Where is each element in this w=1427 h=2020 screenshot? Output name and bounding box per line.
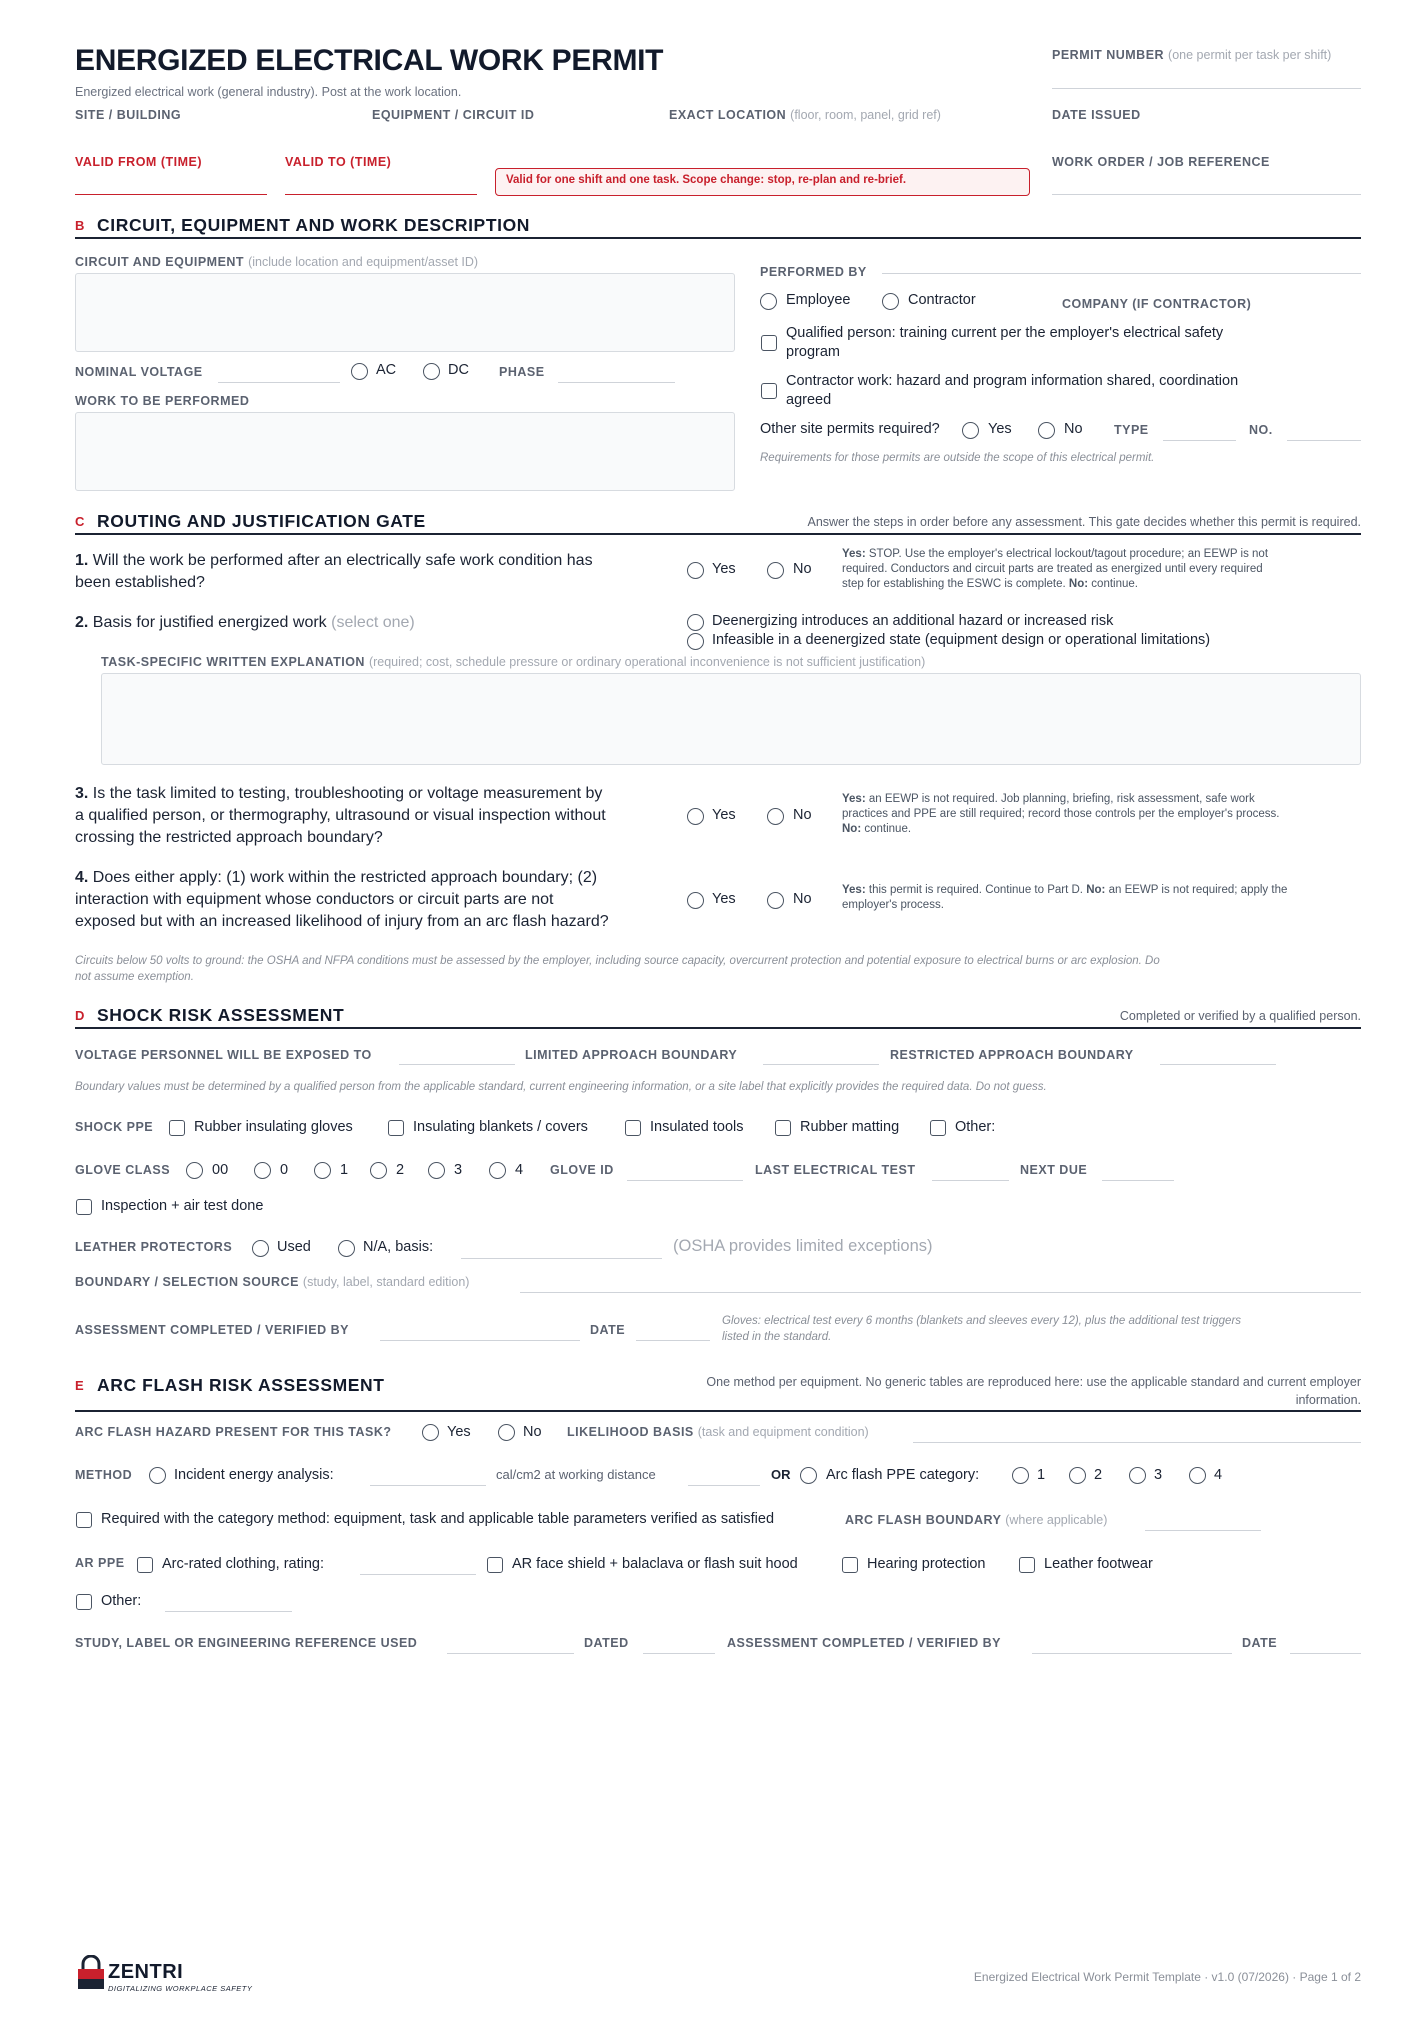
last-test-field[interactable] xyxy=(932,1180,1009,1181)
ppe-blankets-label: Insulating blankets / covers xyxy=(413,1119,588,1135)
glove-id-label: GLOVE ID xyxy=(550,1163,614,1177)
contractor-radio[interactable] xyxy=(882,293,899,310)
glove-id-field[interactable] xyxy=(627,1180,743,1181)
ppe-tools-label: Insulated tools xyxy=(650,1119,744,1135)
glove-class-0-radio[interactable] xyxy=(254,1162,271,1179)
q1-guidance: Yes: STOP. Use the employer's electrical lockout/tagout procedure; an EEWP is not required. Conductors and circuit parts are treated as energized until every required step for establishing the ESWC is complete. No: continue. xyxy=(842,548,1269,590)
ppe-tools-checkbox[interactable] xyxy=(625,1120,641,1136)
permit-number-field[interactable] xyxy=(1052,88,1361,89)
q1-yes-label: Yes xyxy=(712,561,736,577)
location-label: EXACT LOCATION (floor, room, panel, grid ref) xyxy=(669,108,941,122)
section-title: SHOCK RISK ASSESSMENT xyxy=(97,1005,345,1025)
limited-boundary-field[interactable] xyxy=(763,1064,879,1065)
question-4: 4. Does either apply: (1) work within the restricted approach boundary; (2) interaction with equipment whose conductors or circuit parts are not exposed but with an increased likelihood of injury from an arc flash hazard? xyxy=(75,869,609,930)
q3-guidance: Yes: an EEWP is not required. Job planning, briefing, risk assessment, safe work practices and PPE are still required; record those controls per the employer's process. No: continue. xyxy=(842,793,1280,835)
validity-warning: Valid for one shift and one task. Scope change: stop, re-plan and re-brief. xyxy=(495,168,1030,196)
section-title: CIRCUIT, EQUIPMENT AND WORK DESCRIPTION xyxy=(97,215,531,235)
hearing-protection-checkbox[interactable] xyxy=(842,1557,858,1573)
d-verified-field[interactable] xyxy=(380,1340,580,1341)
q3-yes-radio[interactable] xyxy=(687,808,704,825)
category-method-radio[interactable] xyxy=(800,1467,817,1484)
other-permits-yes-label: Yes xyxy=(988,421,1012,437)
calcm-label: cal/cm2 at working distance xyxy=(496,1467,656,1482)
gloves-note: Gloves: electrical test every 6 months (blankets and sleeves every 12), plus the additional test triggers listed in the standard. xyxy=(722,1315,1242,1343)
circuit-input[interactable] xyxy=(75,273,735,352)
leather-used-label: Used xyxy=(277,1239,311,1255)
category-1-radio[interactable] xyxy=(1012,1467,1029,1484)
last-test-label: LAST ELECTRICAL TEST xyxy=(755,1163,916,1177)
site-label: SITE / BUILDING xyxy=(75,108,182,122)
q3-yes-label: Yes xyxy=(712,807,736,823)
glove-class-00-radio[interactable] xyxy=(186,1162,203,1179)
permit-no-label: NO. xyxy=(1249,423,1273,437)
leather-na-label: N/A, basis: xyxy=(363,1239,434,1255)
e-verified-label: ASSESSMENT COMPLETED / VERIFIED BY xyxy=(727,1636,1001,1650)
question-2: 2. Basis for justified energized work (select one) xyxy=(75,614,415,631)
question-3: 3. Is the task limited to testing, troubleshooting or voltage measurement by a qualified person, or thermography, ultrasound or visual inspection without crossing the restricted approach boundary? xyxy=(75,785,606,846)
category-4-radio[interactable] xyxy=(1189,1467,1206,1484)
leather-footwear-label: Leather footwear xyxy=(1044,1556,1153,1572)
or-label: OR xyxy=(771,1467,791,1482)
inspection-checkbox[interactable] xyxy=(76,1199,92,1215)
qualified-checkbox[interactable] xyxy=(761,335,777,351)
valid-from-label: VALID FROM (TIME) xyxy=(75,155,202,169)
boundary-note: Boundary values must be determined by a qualified person from the applicable standard, current engineering information, or a site label that explicitly provides the required data. Do not guess. xyxy=(75,1081,1047,1093)
type-label: TYPE xyxy=(1114,423,1149,437)
ar-face-shield-checkbox[interactable] xyxy=(487,1557,503,1573)
ppe-blankets-checkbox[interactable] xyxy=(388,1120,404,1136)
ar-other-label: Other: xyxy=(101,1593,142,1609)
inspection-label: Inspection + air test done xyxy=(101,1198,264,1214)
shock-ppe-label: SHOCK PPE xyxy=(75,1120,154,1134)
contractor-work-text: Contractor work: hazard and program information shared, coordination agreed xyxy=(786,373,1239,408)
q3-no-label: No xyxy=(793,807,812,823)
next-due-label: NEXT DUE xyxy=(1020,1163,1088,1177)
type-field[interactable] xyxy=(1163,440,1236,441)
ar-face-shield-label: AR face shield + balaclava or flash suit hood xyxy=(512,1556,798,1572)
ar-clothing-label: Arc-rated clothing, rating: xyxy=(162,1556,324,1572)
source-label: BOUNDARY / SELECTION SOURCE (study, label, standard edition) xyxy=(75,1275,470,1289)
section-title: ROUTING AND JUSTIFICATION GATE xyxy=(97,511,426,531)
section-d-header xyxy=(75,1005,1361,1029)
q4-guidance: Yes: this permit is required. Continue to Part D. No: an EEWP is not required; apply the employer's process. xyxy=(842,884,1288,911)
section-e-header xyxy=(75,1368,1361,1412)
contractor-label: Contractor xyxy=(908,292,976,308)
d-verified-label: ASSESSMENT COMPLETED / VERIFIED BY xyxy=(75,1323,349,1337)
arc-hazard-yes-label: Yes xyxy=(447,1424,471,1440)
performed-by-label: PERFORMED BY xyxy=(760,265,867,279)
leather-footwear-checkbox[interactable] xyxy=(1019,1557,1035,1573)
category-method-label: Arc flash PPE category: xyxy=(826,1467,980,1483)
page-info: Energized Electrical Work Permit Template · v1.0 (07/2026) · Page 1 of 2 xyxy=(973,1970,1361,1984)
page-title: ENERGIZED ELECTRICAL WORK PERMIT xyxy=(75,44,664,77)
section-letter: E xyxy=(75,1378,84,1393)
q1-no-radio[interactable] xyxy=(767,562,784,579)
category-3-radio[interactable] xyxy=(1129,1467,1146,1484)
incident-energy-label: Incident energy analysis: xyxy=(174,1467,334,1483)
other-permits-yes-radio[interactable] xyxy=(962,422,979,439)
ppe-other-checkbox[interactable] xyxy=(930,1120,946,1136)
q1-yes-radio[interactable] xyxy=(687,562,704,579)
glove-class-0-label: 0 xyxy=(280,1162,289,1178)
low-voltage-footnote: Circuits below 50 volts to ground: the OSHA and NFPA conditions must be assessed by the employer, including source capacity, overcurrent protection and potential exposure to electrical burns or arc explosion. Do not assume exemption. xyxy=(75,955,1160,983)
work-input[interactable] xyxy=(75,412,735,491)
work-order-label: WORK ORDER / JOB REFERENCE xyxy=(1052,155,1270,169)
incident-energy-radio[interactable] xyxy=(149,1467,166,1484)
other-permits-label: Other site permits required? xyxy=(760,421,940,437)
nominal-voltage-label: NOMINAL VOLTAGE xyxy=(75,365,203,379)
valid-from-field[interactable] xyxy=(75,194,267,195)
section-b-header xyxy=(75,215,1361,239)
ac-radio[interactable] xyxy=(351,363,368,380)
category-2-radio[interactable] xyxy=(1069,1467,1086,1484)
employee-radio[interactable] xyxy=(760,293,777,310)
brand-tagline: DIGITALIZING WORKPLACE SAFETY xyxy=(108,1984,253,1993)
work-label: WORK TO BE PERFORMED xyxy=(75,394,250,408)
contractor-work-checkbox[interactable] xyxy=(761,383,777,399)
e-date-field[interactable] xyxy=(1290,1653,1361,1654)
incident-energy-field[interactable] xyxy=(370,1485,486,1486)
employee-label: Employee xyxy=(786,292,851,308)
category-3-label: 3 xyxy=(1154,1467,1163,1483)
category-2-label: 2 xyxy=(1094,1467,1103,1483)
ar-clothing-checkbox[interactable] xyxy=(137,1557,153,1573)
ar-other-field[interactable] xyxy=(165,1611,292,1612)
arc-hazard-yes-radio[interactable] xyxy=(422,1424,439,1441)
next-due-field[interactable] xyxy=(1102,1180,1174,1181)
voltage-exposed-label: VOLTAGE PERSONNEL WILL BE EXPOSED TO xyxy=(75,1048,372,1062)
ac-label: AC xyxy=(376,362,397,378)
voltage-exposed-field[interactable] xyxy=(399,1064,515,1065)
phase-label: PHASE xyxy=(499,365,545,379)
q4-yes-label: Yes xyxy=(712,891,736,907)
ar-ppe-label: AR PPE xyxy=(75,1556,125,1570)
glove-class-2-radio[interactable] xyxy=(370,1162,387,1179)
section-title: ARC FLASH RISK ASSESSMENT xyxy=(97,1375,385,1395)
glove-class-4-radio[interactable] xyxy=(489,1162,506,1179)
section-letter: D xyxy=(75,1008,85,1023)
permits-note: Requirements for those permits are outside the scope of this electrical permit. xyxy=(760,452,1155,464)
e-date-label: DATE xyxy=(1242,1636,1278,1650)
glove-class-2-label: 2 xyxy=(396,1162,405,1178)
glove-class-label: GLOVE CLASS xyxy=(75,1163,171,1177)
limited-boundary-label: LIMITED APPROACH BOUNDARY xyxy=(525,1048,738,1062)
glove-class-3-radio[interactable] xyxy=(428,1162,445,1179)
arc-hazard-no-radio[interactable] xyxy=(498,1424,515,1441)
other-permits-no-label: No xyxy=(1064,421,1083,437)
q3-no-radio[interactable] xyxy=(767,808,784,825)
ppe-matting-checkbox[interactable] xyxy=(775,1120,791,1136)
d-date-field[interactable] xyxy=(636,1340,710,1341)
method-label: METHOD xyxy=(75,1468,133,1482)
study-reference-label: STUDY, LABEL OR ENGINEERING REFERENCE USED xyxy=(75,1636,418,1650)
dated-field[interactable] xyxy=(643,1653,715,1654)
arc-boundary-label: ARC FLASH BOUNDARY (where applicable) xyxy=(845,1513,1108,1527)
category-4-label: 4 xyxy=(1214,1467,1223,1483)
ar-other-checkbox[interactable] xyxy=(76,1594,92,1610)
valid-to-label: VALID TO (TIME) xyxy=(285,155,392,169)
ppe-matting-label: Rubber matting xyxy=(800,1119,900,1135)
d-date-label: DATE xyxy=(590,1323,626,1337)
restricted-boundary-field[interactable] xyxy=(1160,1064,1276,1065)
ppe-other-label: Other: xyxy=(955,1119,996,1135)
section-note: Completed or verified by a qualified person. xyxy=(1119,1009,1361,1023)
q2-option-1-label: Deenergizing introduces an additional hazard or increased risk xyxy=(712,613,1114,629)
ppe-gloves-checkbox[interactable] xyxy=(169,1120,185,1136)
category-verified-label: Required with the category method: equipment, task and applicable table parameters verified as satisfied xyxy=(101,1511,775,1527)
section-note: One method per equipment. No generic tables are reproduced here: use the applicable standard and current employer information. xyxy=(706,1375,1361,1407)
arc-hazard-label: ARC FLASH HAZARD PRESENT FOR THIS TASK? xyxy=(75,1425,392,1439)
likelihood-label: LIKELIHOOD BASIS (task and equipment condition) xyxy=(567,1425,869,1439)
dated-label: DATED xyxy=(584,1636,629,1650)
dc-label: DC xyxy=(448,362,469,378)
leather-na-radio[interactable] xyxy=(338,1240,355,1257)
restricted-boundary-label: RESTRICTED APPROACH BOUNDARY xyxy=(890,1048,1134,1062)
question-1: 1. Will the work be performed after an electrically safe work condition has been established? xyxy=(75,552,593,591)
section-letter: C xyxy=(75,514,85,529)
q2-option-2-radio[interactable] xyxy=(687,633,704,650)
arc-boundary-field[interactable] xyxy=(1145,1530,1261,1531)
source-field[interactable] xyxy=(520,1292,1361,1293)
arc-hazard-no-label: No xyxy=(523,1424,542,1440)
ppe-gloves-label: Rubber insulating gloves xyxy=(194,1119,353,1135)
q4-no-radio[interactable] xyxy=(767,892,784,909)
study-reference-field[interactable] xyxy=(447,1653,574,1654)
glove-class-4-label: 4 xyxy=(515,1162,524,1178)
permit-number-label: PERMIT NUMBER (one permit per task per shift) xyxy=(1052,48,1332,62)
leather-used-radio[interactable] xyxy=(252,1240,269,1257)
equipment-label: EQUIPMENT / CIRCUIT ID xyxy=(372,108,535,122)
valid-to-field[interactable] xyxy=(285,194,477,195)
nominal-voltage-field[interactable] xyxy=(218,382,340,383)
qualified-text: Qualified person: training current per the employer's electrical safety program xyxy=(786,325,1224,360)
circuit-label: CIRCUIT AND EQUIPMENT (include location and equipment/asset ID) xyxy=(75,255,479,269)
company-label: COMPANY (IF CONTRACTOR) xyxy=(1062,297,1252,311)
e-verified-field[interactable] xyxy=(1032,1653,1232,1654)
category-verified-checkbox[interactable] xyxy=(76,1512,92,1528)
leather-na-field[interactable] xyxy=(461,1258,662,1259)
date-issued-label: DATE ISSUED xyxy=(1052,108,1141,122)
ar-clothing-rating-field[interactable] xyxy=(360,1574,476,1575)
brand-name: ZENTRI xyxy=(108,1961,184,1983)
q2-option-1-radio[interactable] xyxy=(687,614,704,631)
working-distance-field[interactable] xyxy=(688,1485,760,1486)
q4-no-label: No xyxy=(793,891,812,907)
osha-note: (OSHA provides limited exceptions) xyxy=(673,1237,933,1255)
glove-class-1-radio[interactable] xyxy=(314,1162,331,1179)
q2-option-2-label: Infeasible in a deenergized state (equipment design or operational limitations) xyxy=(712,632,1211,648)
explanation-input[interactable] xyxy=(101,673,1361,765)
section-c-header xyxy=(75,511,1361,535)
glove-class-1-label: 1 xyxy=(340,1162,349,1178)
hearing-protection-label: Hearing protection xyxy=(867,1556,986,1572)
phase-field[interactable] xyxy=(558,382,675,383)
glove-class-00-label: 00 xyxy=(212,1162,229,1178)
section-note: Answer the steps in order before any assessment. This gate decides whether this permit is required. xyxy=(807,515,1361,529)
dc-radio[interactable] xyxy=(423,363,440,380)
permit-no-field[interactable] xyxy=(1287,440,1361,441)
leather-protectors-label: LEATHER PROTECTORS xyxy=(75,1240,233,1254)
q1-no-label: No xyxy=(793,561,812,577)
work-order-field[interactable] xyxy=(1052,194,1361,195)
q4-yes-radio[interactable] xyxy=(687,892,704,909)
performed-by-field[interactable] xyxy=(882,273,1361,274)
likelihood-field[interactable] xyxy=(913,1442,1361,1443)
section-letter: B xyxy=(75,218,85,233)
category-1-label: 1 xyxy=(1037,1467,1046,1483)
zentri-logo-icon xyxy=(76,1955,106,1991)
page-subtitle: Energized electrical work (general industry). Post at the work location. xyxy=(75,85,462,99)
glove-class-3-label: 3 xyxy=(454,1162,463,1178)
other-permits-no-radio[interactable] xyxy=(1038,422,1055,439)
explanation-label: TASK-SPECIFIC WRITTEN EXPLANATION (required; cost, schedule pressure or ordinary operational inconvenience is not sufficient justification) xyxy=(101,655,926,669)
